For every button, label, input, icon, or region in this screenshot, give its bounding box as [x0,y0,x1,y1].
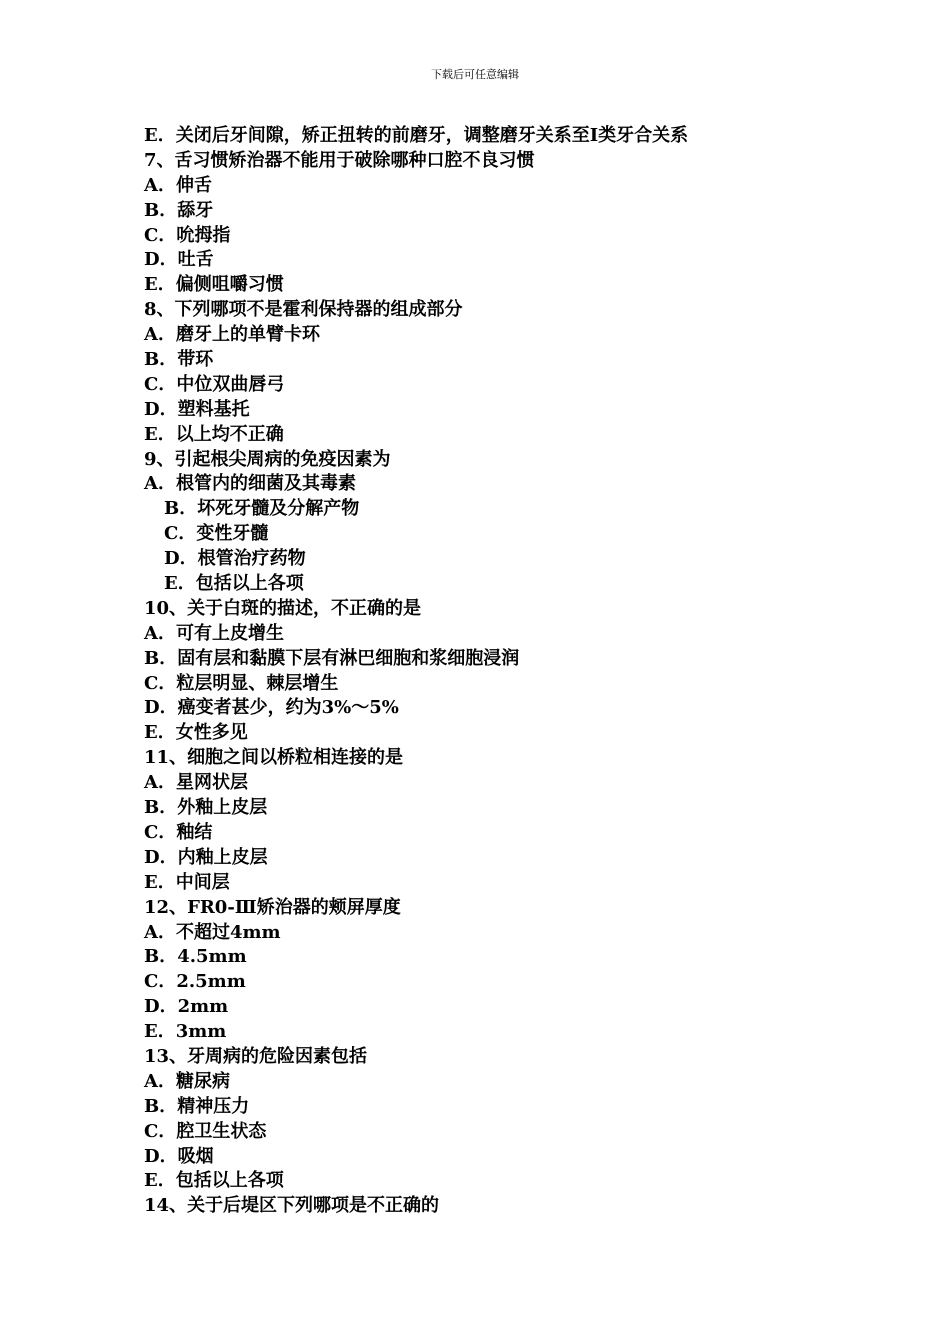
option-label: B． [144,946,178,968]
option-text: 可有上皮增生 [175,622,284,644]
option-line [144,1095,904,1120]
option-line [144,821,904,846]
question-line [144,298,904,323]
option-line [144,970,904,995]
question-line [144,746,904,771]
option-line [144,921,904,946]
option-line [144,696,904,721]
option-text: 带环 [177,349,214,371]
option-line [144,547,904,572]
option-text: 糖尿病 [175,1070,230,1092]
question-text: 牙周病的危险因素包括 [187,1045,368,1067]
option-label: E． [144,274,176,296]
question-number: 12、 [144,896,188,918]
option-text: 包括以上各项 [195,573,304,595]
page-header: 下载后可任意编辑 [431,68,519,81]
option-line [144,373,904,398]
option-text: 2.5mm [176,971,246,993]
option-label: B． [144,199,178,221]
option-label: D． [144,996,178,1018]
question-line [144,149,904,174]
option-label: B． [164,498,198,520]
option-line [144,1020,904,1045]
option-label: B． [144,349,178,371]
option-label: A． [144,174,176,196]
option-text: 坏死牙髓及分解产物 [197,498,360,520]
option-line [144,622,904,647]
option-line [144,273,904,298]
option-line [144,1169,904,1194]
option-line [144,796,904,821]
option-text: 舔牙 [177,199,214,221]
option-label: E． [164,573,196,595]
option-line [144,647,904,672]
option-line [144,472,904,497]
option-text: 中间层 [175,871,230,893]
option-line [144,672,904,697]
option-label: A． [144,1070,176,1092]
question-text: 舌习惯矫治器不能用于破除哪种口腔不良习惯 [174,149,535,171]
option-label: A． [144,921,176,943]
option-label: C． [144,1120,177,1142]
option-label: D． [144,398,178,420]
question-line [144,597,904,622]
option-text: 变性牙髓 [196,523,269,545]
option-text: 关闭后牙间隙，矫正扭转的前磨牙，调整磨牙关系至Ⅰ类牙合关系 [175,125,689,146]
option-text: 包括以上各项 [175,1170,284,1192]
question-text: FR0-Ⅲ矫治器的颊屏厚度 [187,896,401,918]
option-line [144,871,904,896]
question-text: 引起根尖周病的免疫因素为 [174,448,391,470]
option-text: 磨牙上的单臂卡环 [175,324,320,346]
option-text: 2mm [177,996,229,1018]
question-number: 7、 [144,149,175,171]
question-number: 8、 [144,299,175,321]
option-line [144,846,904,871]
option-line [144,124,904,149]
option-label: D． [164,548,198,570]
option-line [144,497,904,522]
option-line [144,248,904,273]
option-label: C． [144,373,177,395]
option-text: 内釉上皮层 [177,846,268,868]
question-number: 9、 [144,448,175,470]
option-line [144,323,904,348]
option-label: C． [144,672,177,694]
option-text: 塑料基托 [177,398,250,420]
option-label: D． [144,697,178,719]
option-label: E． [144,125,176,146]
option-text: 3mm [175,1021,227,1043]
option-line [144,995,904,1020]
question-number: 13、 [144,1045,188,1067]
option-line [144,945,904,970]
option-text: 中位双曲唇弓 [176,373,285,395]
option-label: A． [144,324,176,346]
option-label: B． [144,797,178,819]
option-text: 4.5mm [177,946,247,968]
option-text: 根管内的细菌及其毒素 [175,473,356,495]
option-label: E． [144,1021,176,1043]
option-label: E． [144,1170,176,1192]
question-text: 细胞之间以桥粒相连接的是 [187,747,404,769]
option-label: C． [164,523,197,545]
question-number: 11、 [144,747,188,769]
option-text: 外釉上皮层 [177,797,268,819]
option-line [144,522,904,547]
option-label: B． [144,1095,178,1117]
question-number: 10、 [144,597,188,619]
option-label: C． [144,971,177,993]
option-label: B． [144,647,178,669]
option-text: 以上均不正确 [175,423,284,445]
option-text: 根管治疗药物 [197,548,306,570]
option-line [144,1070,904,1095]
option-label: D． [144,249,178,271]
option-line [144,1120,904,1145]
option-text: 粒层明显、棘层增生 [176,672,339,694]
option-label: C． [144,224,177,246]
question-line [144,1045,904,1070]
option-line [144,224,904,249]
option-label: A． [144,622,176,644]
option-text: 吮拇指 [176,224,231,246]
option-line [144,348,904,373]
option-line [144,398,904,423]
option-text: 精神压力 [177,1095,250,1117]
option-text: 吐舌 [177,249,214,271]
question-line [144,896,904,921]
option-label: A． [144,772,176,794]
option-label: C． [144,821,177,843]
option-line [144,572,904,597]
option-line [144,199,904,224]
question-line [144,448,904,473]
question-text: 下列哪项不是霍利保持器的组成部分 [174,299,463,321]
option-line [144,174,904,199]
option-text: 星网状层 [175,772,248,794]
question-line [144,1194,904,1219]
option-text: 伸舌 [175,174,212,196]
document-body [144,124,904,1219]
option-text: 不超过4mm [175,921,281,943]
option-text: 固有层和黏膜下层有淋巴细胞和浆细胞浸润 [177,647,520,669]
option-label: E． [144,423,176,445]
option-text: 吸烟 [177,1145,214,1167]
option-line [144,423,904,448]
option-label: D． [144,846,178,868]
question-number: 14、 [144,1195,188,1217]
option-label: A． [144,473,176,495]
option-label: D． [144,1145,178,1167]
option-text: 癌变者甚少，约为3%～5% [177,697,399,719]
question-text: 关于后堤区下列哪项是不正确的 [187,1195,440,1217]
option-text: 女性多见 [175,722,248,744]
option-line [144,1145,904,1170]
option-label: E． [144,722,176,744]
option-label: E． [144,871,176,893]
option-text: 腔卫生状态 [176,1120,267,1142]
option-line [144,721,904,746]
question-text: 关于白斑的描述，不正确的是 [187,597,422,619]
option-text: 偏侧咀嚼习惯 [175,274,284,296]
option-text: 釉结 [176,821,213,843]
option-line [144,771,904,796]
